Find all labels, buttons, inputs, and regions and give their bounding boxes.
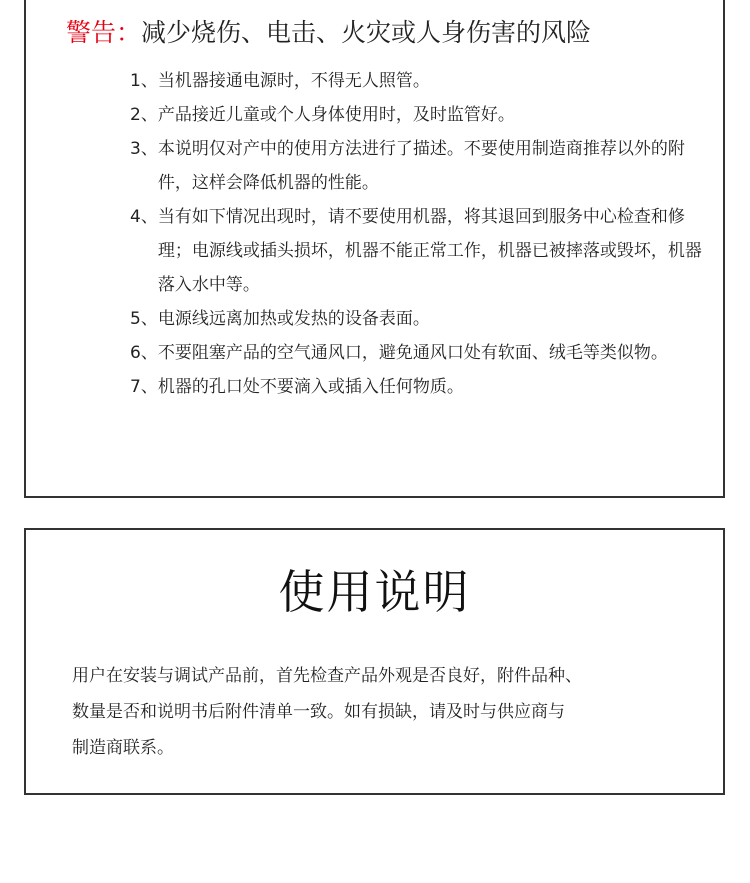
warning-heading bbox=[66, 16, 591, 50]
warning-item-number: 6、 bbox=[130, 343, 158, 363]
warning-item-number: 3、 bbox=[130, 139, 158, 159]
warning-label: 警告： bbox=[66, 18, 142, 47]
warning-item-number: 1、 bbox=[130, 71, 158, 91]
warning-item-text: 当机器接通电源时，不得无人照管。 bbox=[157, 71, 430, 91]
warning-item-text: 电源线远离加热或发热的设备表面。 bbox=[157, 309, 430, 329]
warning-item-number: 2、 bbox=[130, 105, 158, 125]
warning-item-number: 7、 bbox=[130, 377, 158, 397]
warning-item bbox=[130, 64, 710, 98]
instructions-title: 使用说明 bbox=[278, 565, 471, 619]
warning-item-text: 机器的孔口处不要滴入或插入任何物质。 bbox=[157, 377, 464, 397]
warning-item bbox=[130, 98, 710, 132]
warning-item bbox=[130, 200, 710, 302]
warning-item-text: 产品接近儿童或个人身体使用时，及时监管好。 bbox=[157, 105, 515, 125]
warning-item-number: 4、 bbox=[130, 207, 158, 227]
warning-item bbox=[130, 132, 710, 200]
warning-item-text: 当有如下情况出现时，请不要使用机器，将其退回到服务中心检查和修理；电源线或插头损坏，机器不能正常工作，机器已被摔落或毁坏，机器落入水中等。 bbox=[157, 207, 702, 295]
warning-item-number: 5、 bbox=[130, 309, 158, 329]
instructions-body bbox=[72, 658, 672, 766]
warning-item bbox=[130, 302, 710, 336]
instructions-line: 数量是否和说明书后附件清单一致。如有损缺，请及时与供应商与 bbox=[72, 702, 565, 722]
instructions-line: 用户在安装与调试产品前，首先检查产品外观是否良好，附件品种、 bbox=[72, 666, 582, 686]
warning-item-text: 不要阻塞产品的空气通风口，避免通风口处有软面、绒毛等类似物。 bbox=[157, 343, 668, 363]
instructions-line: 制造商联系。 bbox=[72, 738, 174, 758]
warning-item bbox=[130, 370, 710, 404]
warning-item-text: 本说明仅对产中的使用方法进行了描述。不要使用制造商推荐以外的附件，这样会降低机器的性能。 bbox=[157, 139, 685, 193]
warning-list bbox=[130, 64, 710, 404]
warning-heading-text: 减少烧伤、电击、火灾或人身伤害的风险 bbox=[141, 18, 592, 47]
warning-item bbox=[130, 336, 710, 370]
instructions-section bbox=[24, 528, 725, 795]
warning-section bbox=[24, 0, 725, 498]
